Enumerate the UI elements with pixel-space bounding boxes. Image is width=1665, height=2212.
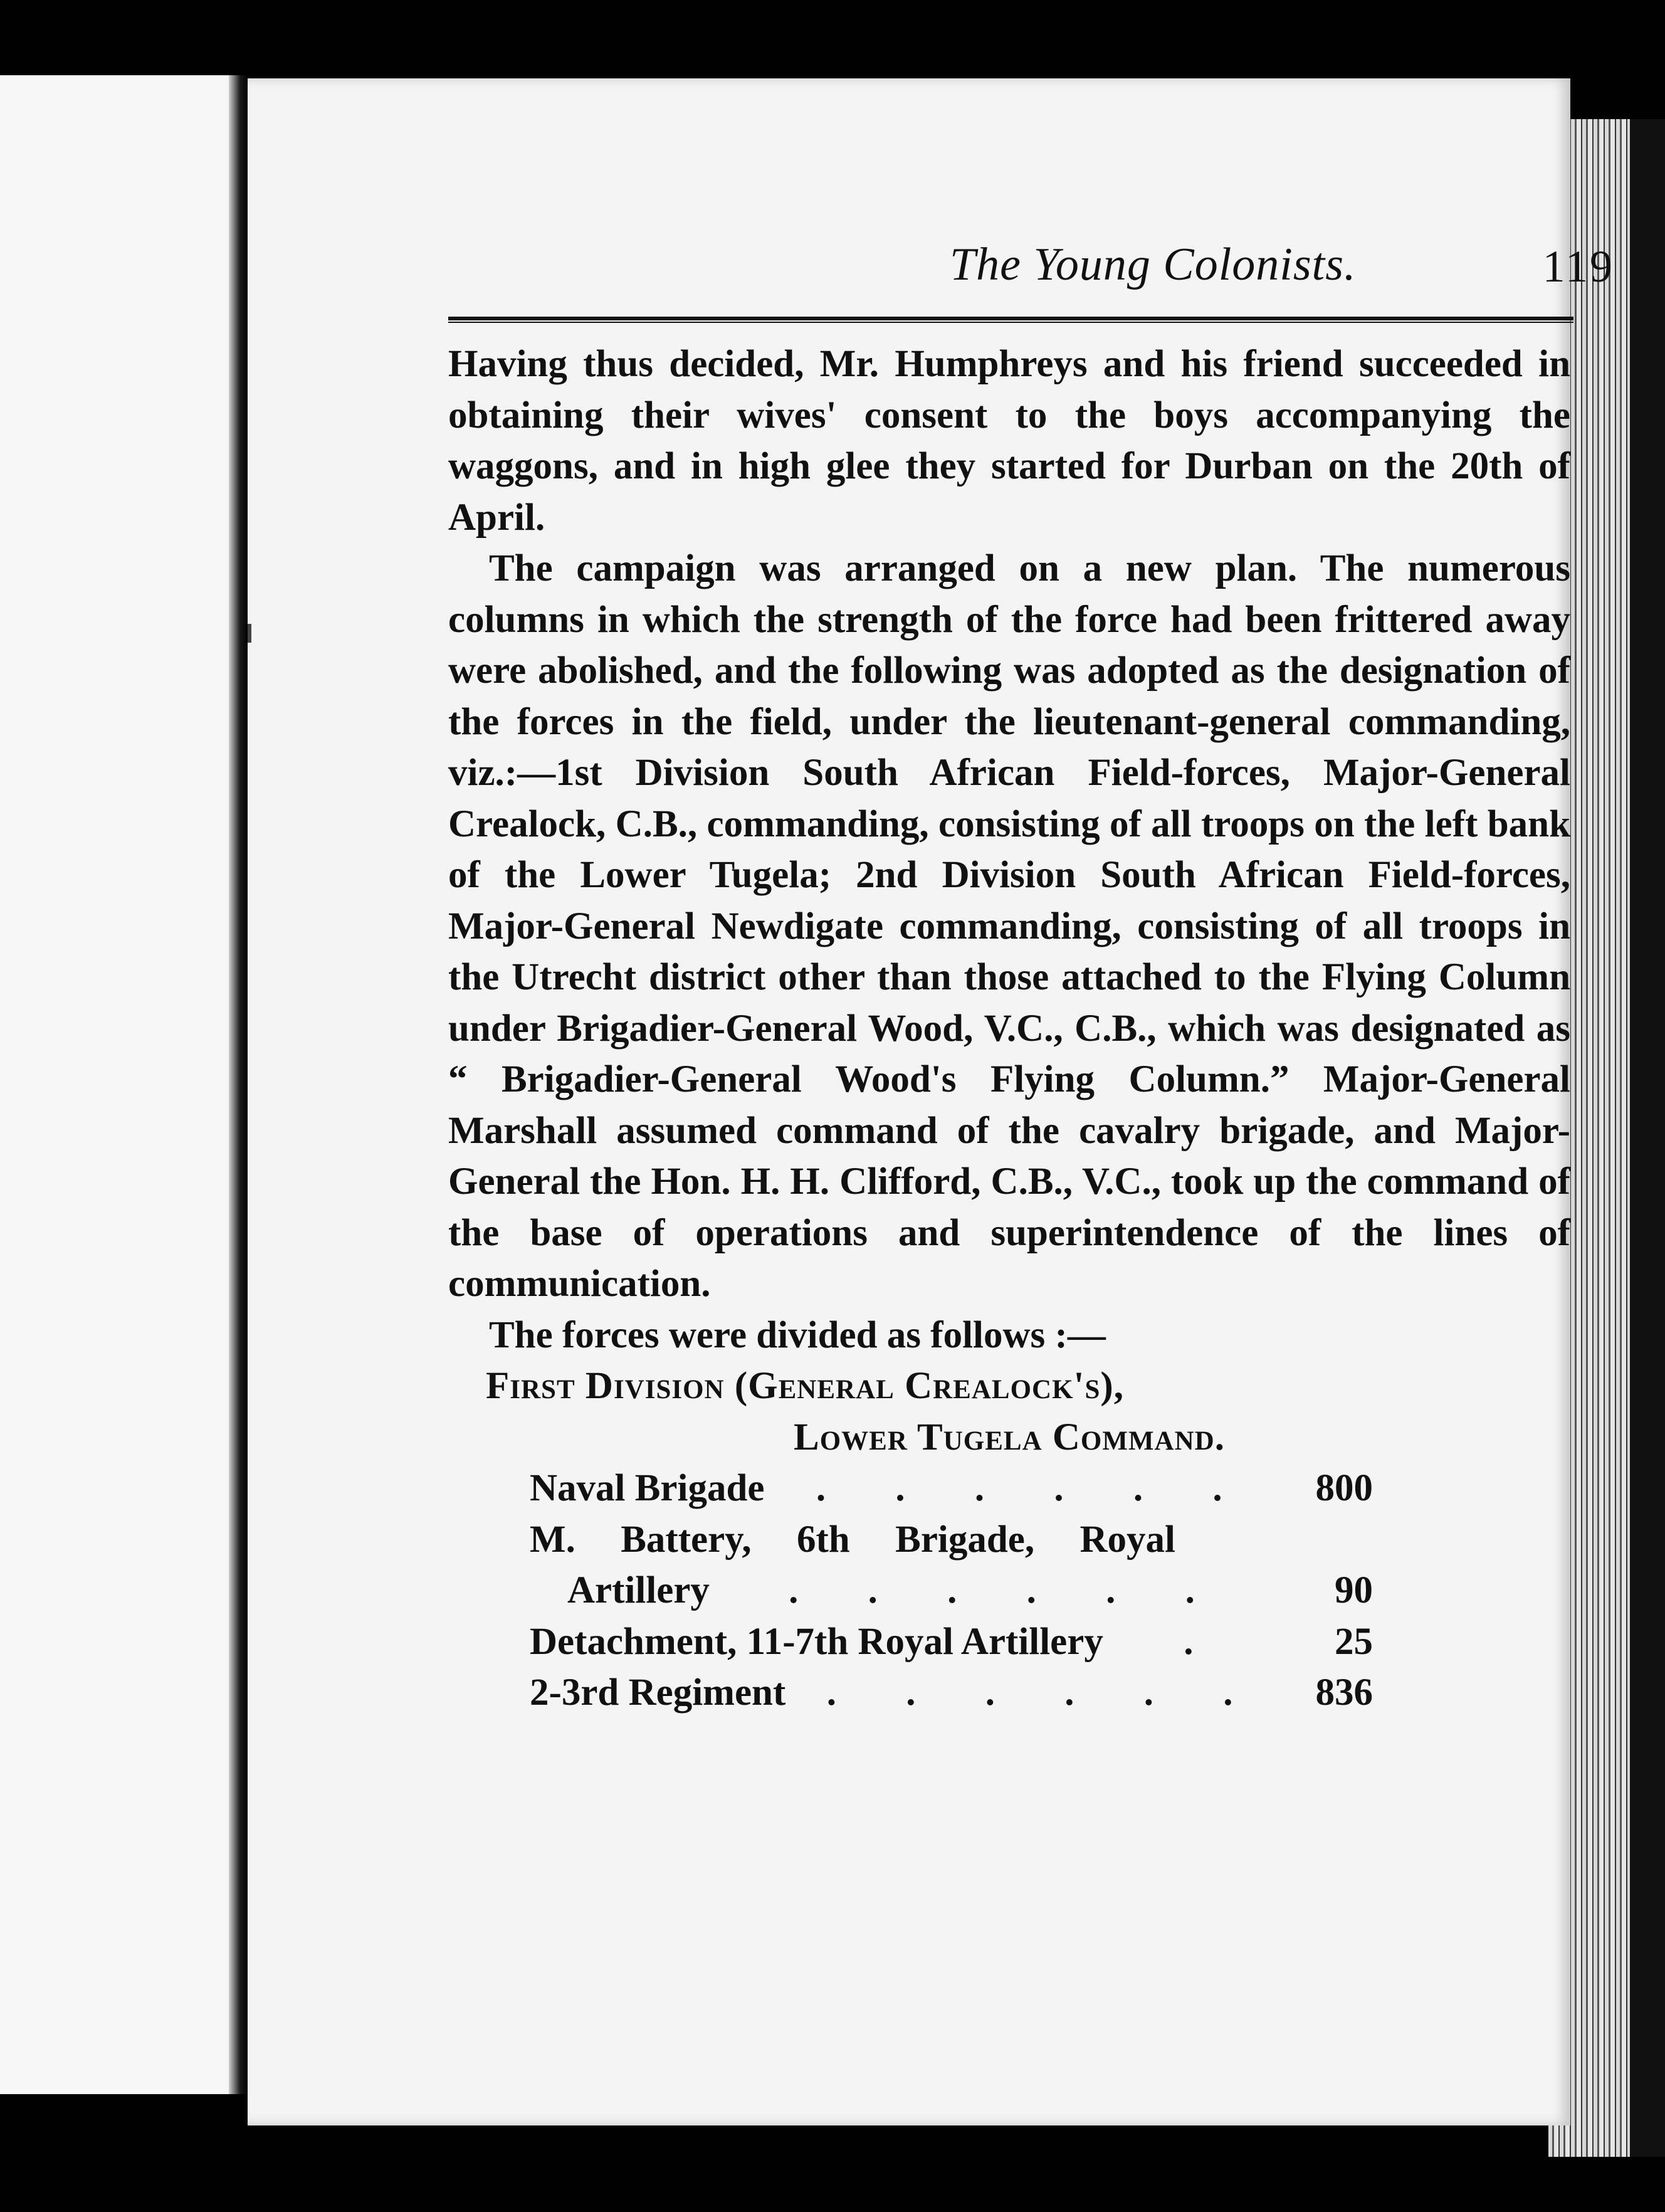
page-header — [448, 238, 1614, 313]
forces-row — [530, 1616, 1373, 1668]
leader-dots: . . . . . . — [789, 1569, 1225, 1611]
forces-row — [530, 1514, 1373, 1566]
book-page — [248, 78, 1614, 2125]
leader-dots: . . . . . . — [826, 1672, 1263, 1714]
paragraph: Having thus decided, Mr. Humphreys and his friend succeeded in obtaining their wives' consent to the boys accompanying the waggons, and in high glee they started for Durban on the 20th of April. — [448, 343, 1570, 539]
forces-row — [530, 1565, 1373, 1616]
page-body — [448, 339, 1570, 1719]
running-title: The Young Colonists. — [950, 239, 1357, 290]
forces-table — [530, 1463, 1373, 1719]
forces-row — [530, 1667, 1373, 1719]
force-strength: 800 — [1315, 1467, 1373, 1509]
leader-dots: . — [1184, 1620, 1224, 1663]
paragraph: The campaign was arranged on a new plan. The numerous columns in which the strength of the force had been frittered away were abolished, and the following was adopted as the designation of the forces in the field, under the lieutenant-general commanding, viz.:—1st Division South African Field-forces, Major-General Crealock, C.B., commanding, consisting of all troops on the left bank of the Lower Tugela; 2nd Division South African Field-forces, Major-General Newdigate commanding, consisting of all troops in the Utrecht district other than those attached to the Flying Column under Brigadier-General Wood, V.C., C.B., which was designated as “ Brigadier-General Wood's Flying Column.” Major-General Marshall assumed command of the cavalry brigade, and Major-General the Hon. H. H. Clifford, C.B., V.C., took up the command of the base of operations and superintendence of the lines of communication. — [448, 547, 1570, 1305]
page-stack-shadow — [1630, 119, 1665, 2157]
margin-mark — [248, 624, 251, 643]
force-name: Detachment, 11-7th Royal Artillery — [530, 1620, 1103, 1663]
division-heading: First Division (General Crealock's), — [486, 1365, 1124, 1407]
force-strength: 90 — [1335, 1569, 1373, 1611]
paragraph: The forces were divided as follows :— — [489, 1314, 1106, 1356]
force-name: Artillery — [567, 1569, 710, 1611]
left-facing-page — [0, 75, 229, 2094]
force-name: Naval Brigade — [530, 1467, 765, 1509]
force-strength: 836 — [1315, 1672, 1373, 1714]
header-rule — [448, 317, 1573, 323]
book-gutter — [229, 75, 248, 2094]
forces-row — [530, 1463, 1373, 1514]
force-name: 2-3rd Regiment — [530, 1672, 786, 1714]
force-strength: 25 — [1335, 1620, 1373, 1663]
force-name-line1: M. Battery, 6th Brigade, Royal — [530, 1518, 1175, 1561]
leader-dots: . . . . . . — [816, 1467, 1253, 1509]
division-subheading: Lower Tugela Command. — [794, 1416, 1225, 1458]
page-number: 119 — [1542, 241, 1614, 292]
